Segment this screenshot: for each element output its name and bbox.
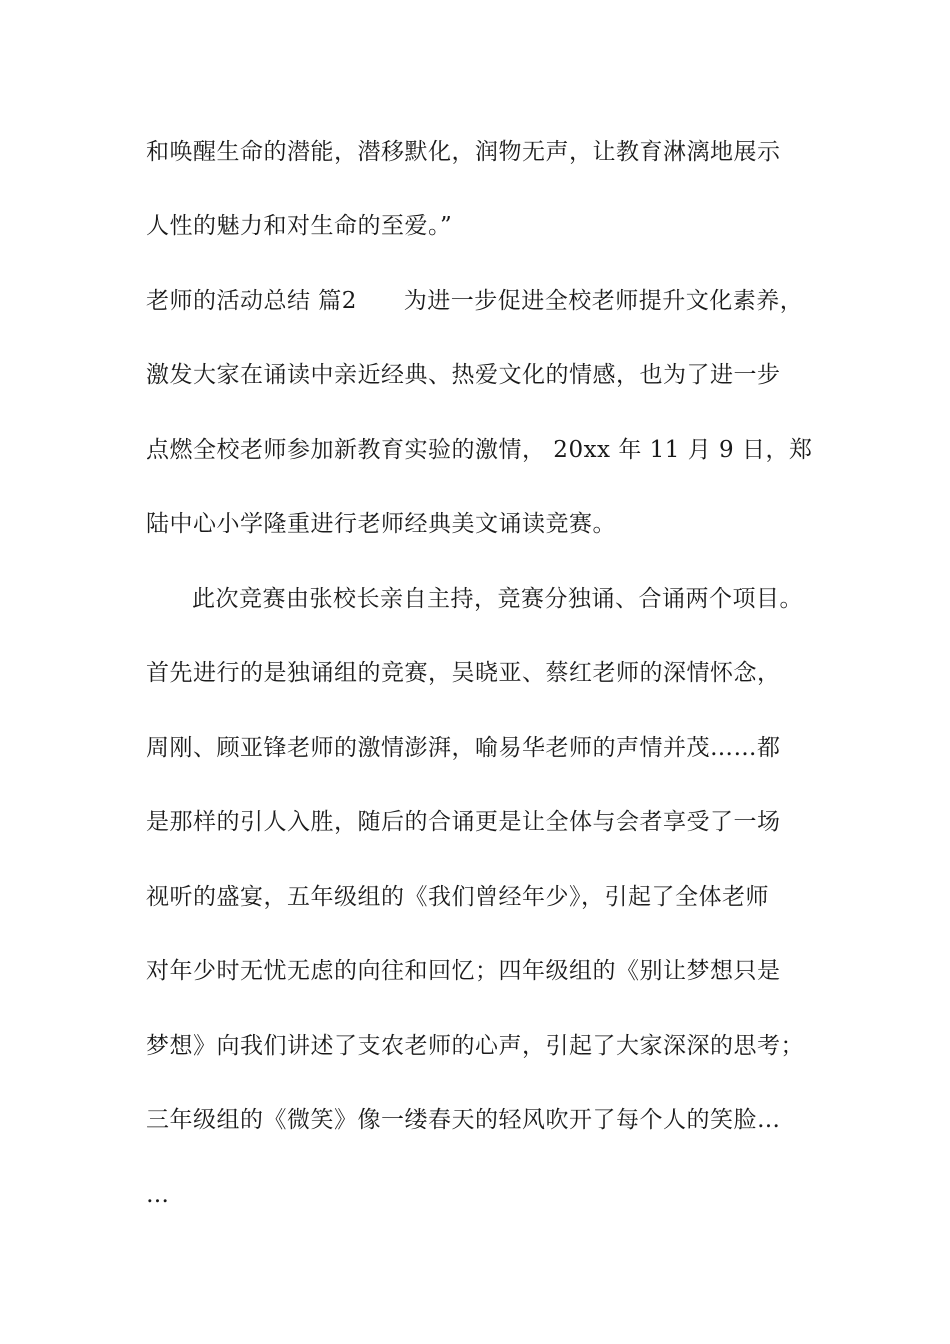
paragraph-line: 周刚、顾亚锋老师的激情澎湃，喻易华老师的声情并茂……都 (146, 735, 781, 761)
paragraph-line: 此次竞赛由张校长亲自主持，竞赛分独诵、合诵两个项目。 (192, 586, 803, 612)
paragraph-line: 对年少时无忧无虑的向往和回忆；四年级组的《别让梦想只是 (146, 958, 781, 984)
paragraph-line: 是那样的引人入胜，随后的合诵更是让全体与会者享受了一场 (146, 809, 781, 835)
paragraph-line: 视听的盛宴，五年级组的《我们曾经年少》，引起了全体老师 (146, 884, 769, 910)
paragraph-line: 首先进行的是独诵组的竞赛，吴晓亚、蔡红老师的深情怀念， (146, 660, 781, 686)
paragraph-line: 激发大家在诵读中亲近经典、热爱文化的情感，也为了进一步 (146, 362, 781, 388)
paragraph-line: 陆中心小学隆重进行老师经典美文诵读竞赛。 (146, 511, 616, 537)
paragraph-line: 和唤醒生命的潜能，潜移默化，润物无声，让教育淋漓地展示 (146, 139, 781, 165)
paragraph-line: 梦想》向我们讲述了支农老师的心声，引起了大家深深的思考； (146, 1033, 804, 1059)
section-heading-line: 老师的活动总结 篇2 为进一步促进全校老师提升文化素养， (146, 288, 804, 314)
paragraph-line: 人性的魅力和对生命的至爱。” (146, 213, 453, 239)
paragraph-line: 三年级组的《微笑》像一缕春天的轻风吹开了每个人的笑脸… (146, 1107, 781, 1133)
paragraph-line: … (146, 1182, 170, 1208)
paragraph-line: 点燃全校老师参加新教育实验的激情， 20xx 年 11 月 9 日，郑 (146, 437, 813, 463)
